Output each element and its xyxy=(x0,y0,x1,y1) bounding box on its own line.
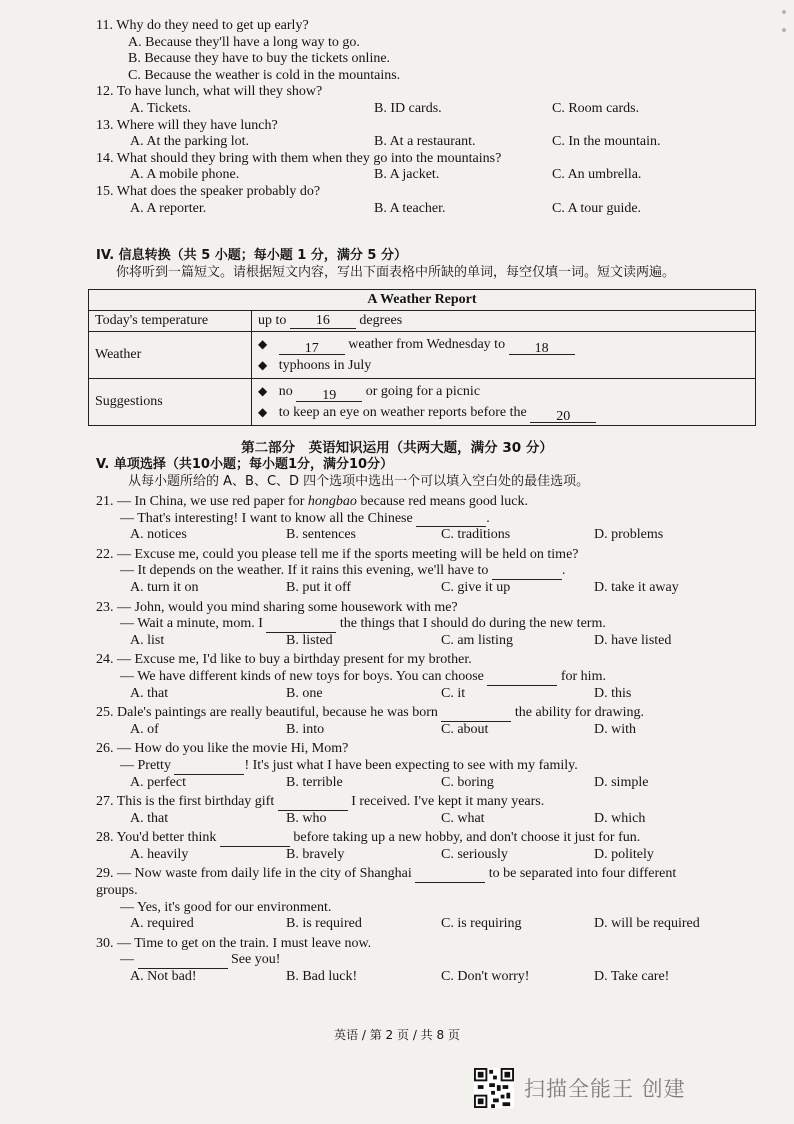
scanner-watermark-text: 扫描全能王 创建 xyxy=(524,1077,686,1101)
q30-line2-post: See you! xyxy=(231,952,281,968)
question-12-options xyxy=(96,101,756,118)
q29-line1-post: to be separated into four different xyxy=(488,866,677,882)
q23-line2-pre: — Wait a minute, mom. I xyxy=(120,616,263,632)
q22-line2-post: . xyxy=(561,563,566,579)
scan-speck xyxy=(782,10,786,14)
option-b: B. bravely xyxy=(286,846,345,862)
option-c: C. boring xyxy=(441,774,494,790)
part-2-heading-wrap xyxy=(0,436,794,457)
option-a: A. At the parking lot. xyxy=(130,134,249,150)
option-c: C. about xyxy=(441,721,489,737)
row-suggestions xyxy=(252,379,756,426)
answer-blank[interactable] xyxy=(441,706,511,722)
q24-line2-pre: — We have different kinds of new toys for boys. You can choose xyxy=(120,668,484,684)
option-d: D. will be required xyxy=(594,916,700,932)
question-26 xyxy=(96,741,756,791)
option-c: C. Don't worry! xyxy=(441,969,530,985)
scan-speck xyxy=(782,28,786,32)
answer-blank[interactable] xyxy=(415,867,485,883)
weather-mid: weather from Wednesday to xyxy=(348,337,506,352)
listening-questions xyxy=(96,18,756,217)
question-30 xyxy=(96,936,756,986)
q25-line1-post: the ability for drawing. xyxy=(514,705,644,721)
blank-16[interactable]: 16 xyxy=(290,313,356,329)
option-d: D. take it away xyxy=(594,579,679,595)
suggestion-pre: no xyxy=(278,384,293,399)
answer-blank[interactable] xyxy=(487,670,557,686)
option-b: B. is required xyxy=(286,916,362,932)
q26-line1: 26. — How do you like the movie Hi, Mom? xyxy=(96,741,349,757)
option-a: A. that xyxy=(130,810,169,826)
option-a: A. of xyxy=(130,721,159,737)
row-temperature xyxy=(252,311,756,332)
option-a: A. that xyxy=(130,685,169,701)
question-28 xyxy=(96,830,756,863)
weather-line-2: typhoons in July xyxy=(278,358,372,373)
option-c: C. traditions xyxy=(441,527,511,543)
question-14-stem: 14. What should they bring with them when they go into the mountains? xyxy=(96,150,502,166)
suggestion-post: or going for a picnic xyxy=(365,384,481,399)
option-b: B. one xyxy=(286,685,323,701)
option-b: B. put it off xyxy=(286,579,352,595)
option-c: C. it xyxy=(441,685,466,701)
answer-blank[interactable] xyxy=(138,953,228,969)
option-c: C. A tour guide. xyxy=(552,200,642,216)
question-15-stem: 15. What does the speaker probably do? xyxy=(96,183,321,199)
scanner-watermark xyxy=(474,1068,686,1108)
option-a: A. A mobile phone. xyxy=(130,167,240,183)
q26-line2-pre: — Pretty xyxy=(120,757,171,773)
q23-line2-post: the things that I should do during the new term. xyxy=(339,616,606,632)
q29-line1-pre: 29. — Now waste from daily life in the city of Shanghai xyxy=(96,866,412,882)
page-footer: 英语 / 第 2 页 / 共 8 页 xyxy=(334,1028,460,1042)
answer-blank[interactable] xyxy=(278,795,348,811)
q25-line1-pre: 25. Dale's paintings are really beautiful, because he was born xyxy=(96,705,438,721)
suggestion-line-2: to keep an eye on weather reports before the xyxy=(278,405,527,420)
option-c: C. is requiring xyxy=(441,916,522,932)
option-a: A. heavily xyxy=(130,846,189,862)
option-d: D. have listed xyxy=(594,632,672,648)
row-label-weather: Weather xyxy=(89,332,252,379)
question-25 xyxy=(96,705,756,738)
q21-line1-post: because red means good luck. xyxy=(356,494,528,509)
row-weather xyxy=(252,332,756,379)
option-c: C. Room cards. xyxy=(552,100,640,116)
diamond-bullet-icon: ◆ xyxy=(258,358,268,372)
option-c: C. am listing xyxy=(441,632,513,648)
section-5-heading: V. 单项选择（共10小题；每小题1分，满分10分） xyxy=(96,457,394,472)
answer-blank[interactable] xyxy=(266,617,336,633)
option-d: D. problems xyxy=(594,527,664,543)
section-4-heading: IV. 信息转换（共 5 小题；每小题 1 分，满分 5 分） xyxy=(96,248,407,263)
option-c: C. give it up xyxy=(441,579,511,595)
question-11-stem: 11. Why do they need to get up early? xyxy=(96,18,309,33)
temperature-post: degrees xyxy=(359,313,403,328)
section-5-header xyxy=(96,457,756,490)
option-a: A. A reporter. xyxy=(130,200,207,216)
table-title: A Weather Report xyxy=(89,290,756,311)
q24-line2-post: for him. xyxy=(560,668,606,684)
q21-line2: — That's interesting! I want to know all the Chinese xyxy=(120,510,413,526)
option-a: A. notices xyxy=(130,527,187,543)
diamond-bullet-icon: ◆ xyxy=(258,337,268,351)
question-21 xyxy=(96,494,756,544)
question-29 xyxy=(96,866,756,932)
diamond-bullet-icon: ◆ xyxy=(258,384,268,398)
question-11-option-c: C. Because the weather is cold in the mountains. xyxy=(128,67,401,83)
q29-line1b: groups. xyxy=(96,883,138,899)
option-d: D. with xyxy=(594,721,636,737)
section-4-instruction: 你将听到一篇短文。请根据短文内容，写出下面表格中所缺的单词，每空仅填一词。短文读两遍。 xyxy=(116,264,676,280)
answer-blank[interactable] xyxy=(492,564,562,580)
option-a: A. list xyxy=(130,632,165,648)
multiple-choice-questions xyxy=(96,494,756,986)
option-a: A. required xyxy=(130,916,194,932)
part-2-heading: 第二部分 英语知识运用（共两大题，满分 30 分） xyxy=(241,440,553,456)
row-label-suggestions: Suggestions xyxy=(89,379,252,426)
q28-line1-post: before taking up a new hobby, and don't choose it just for fun. xyxy=(293,830,641,846)
option-b: B. A teacher. xyxy=(374,200,446,216)
option-a: A. Tickets. xyxy=(130,100,192,116)
diamond-bullet-icon: ◆ xyxy=(258,405,268,419)
q28-line1-pre: 28. You'd better think xyxy=(96,830,217,846)
option-c: C. seriously xyxy=(441,846,508,862)
answer-blank[interactable] xyxy=(220,831,290,847)
q24-line1: 24. — Excuse me, I'd like to buy a birthday present for my brother. xyxy=(96,652,472,668)
question-13-options xyxy=(96,134,756,151)
option-a: A. turn it on xyxy=(130,579,199,595)
option-d: D. politely xyxy=(594,846,654,862)
blank-19[interactable]: 19 xyxy=(296,386,362,402)
option-b: B. terrible xyxy=(286,774,343,790)
row-label-temperature: Today's temperature xyxy=(89,311,252,332)
answer-blank[interactable] xyxy=(174,759,244,775)
q30-line2-pre: — xyxy=(120,952,134,968)
qr-code-icon xyxy=(474,1068,514,1108)
question-27 xyxy=(96,794,756,827)
option-a: A. perfect xyxy=(130,774,186,790)
blank-20[interactable]: 20 xyxy=(530,407,596,423)
question-12-stem: 12. To have lunch, what will they show? xyxy=(96,84,323,100)
q29-line2: — Yes, it's good for our environment. xyxy=(120,899,332,915)
option-b: B. Bad luck! xyxy=(286,969,358,985)
question-23 xyxy=(96,600,756,650)
option-d: D. which xyxy=(594,810,646,826)
q27-line1-pre: 27. This is the first birthday gift xyxy=(96,794,275,810)
blank-18[interactable]: 18 xyxy=(509,339,575,355)
q23-line1: 23. — John, would you mind sharing some housework with me? xyxy=(96,599,458,615)
weather-report-table xyxy=(88,289,756,426)
option-b: B. A jacket. xyxy=(374,167,440,183)
q22-line1: 22. — Excuse me, could you please tell me if the sports meeting will be held on time? xyxy=(96,546,579,562)
option-b: B. listed xyxy=(286,632,333,648)
option-a: A. Not bad! xyxy=(130,969,197,985)
blank-17[interactable]: 17 xyxy=(279,339,345,355)
question-24 xyxy=(96,652,756,702)
q21-italic: hongbao xyxy=(307,494,357,509)
option-b: B. sentences xyxy=(286,527,356,543)
option-b: B. ID cards. xyxy=(374,100,442,116)
question-15-options xyxy=(96,201,756,218)
option-d: D. simple xyxy=(594,774,649,790)
temperature-pre: up to xyxy=(258,313,287,328)
q26-line2-post: ! It's just what I have been expecting to see with my family. xyxy=(244,757,578,773)
option-b: B. into xyxy=(286,721,325,737)
option-c: C. An umbrella. xyxy=(552,167,642,183)
question-11-option-b: B. Because they have to buy the tickets online. xyxy=(128,51,391,67)
answer-blank[interactable] xyxy=(416,511,486,527)
section-5-instruction: 从每小题所给的 A、B、C、D 四个选项中选出一个可以填入空白处的最佳选项。 xyxy=(128,473,590,489)
question-13-stem: 13. Where will they have lunch? xyxy=(96,117,278,133)
question-14-options xyxy=(96,167,756,184)
option-d: D. Take care! xyxy=(594,969,670,985)
option-c: C. what xyxy=(441,810,485,826)
q22-line2: — It depends on the weather. If it rains this evening, we'll have to xyxy=(120,563,489,579)
question-11-option-a: A. Because they'll have a long way to go. xyxy=(128,34,360,50)
option-b: B. who xyxy=(286,810,327,826)
q30-line1: 30. — Time to get on the train. I must leave now. xyxy=(96,935,372,951)
q21-line1-pre: 21. — In China, we use red paper for xyxy=(96,494,308,509)
option-d: D. this xyxy=(594,685,632,701)
q27-line1-post: I received. I've kept it many years. xyxy=(351,794,545,810)
option-c: C. In the mountain. xyxy=(552,134,661,150)
option-b: B. At a restaurant. xyxy=(374,134,476,150)
q21-line2-post: . xyxy=(486,510,490,526)
question-22 xyxy=(96,547,756,597)
section-4-header xyxy=(96,248,756,281)
